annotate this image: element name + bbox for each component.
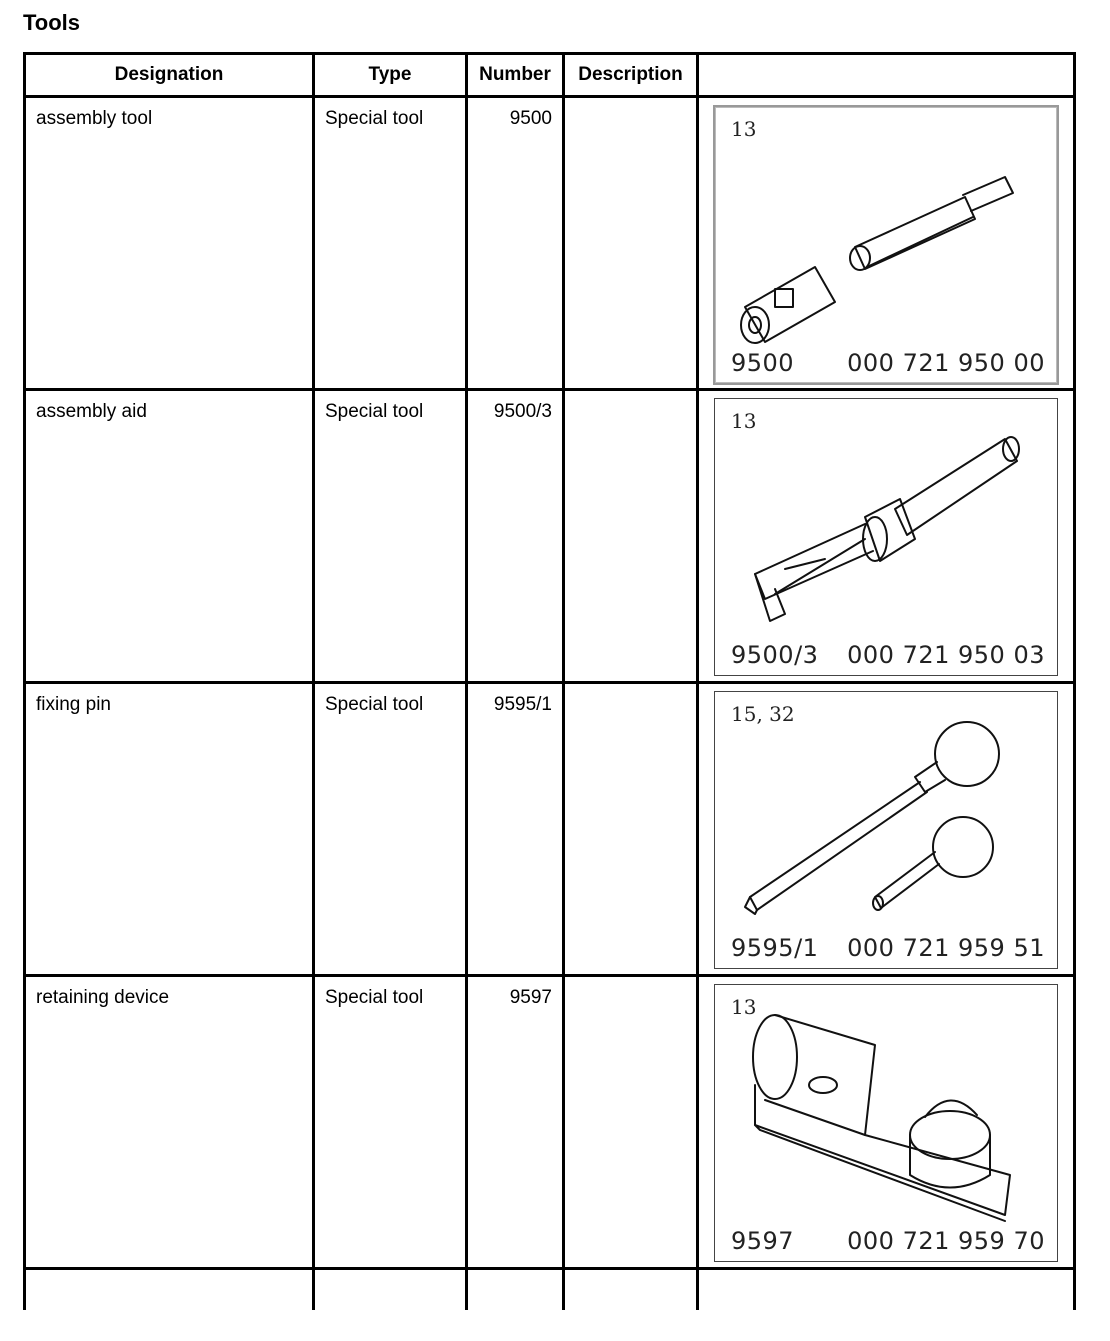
page-title: Tools <box>23 10 81 35</box>
header-designation: Designation <box>25 54 314 97</box>
retaining-device-illustration <box>715 985 1057 1261</box>
description-cell <box>564 97 698 390</box>
designation-cell <box>25 390 314 683</box>
figure-tool-number: 9500/3 <box>731 641 819 669</box>
designation-cell <box>25 976 314 1269</box>
designation-text: retaining device <box>36 987 170 1008</box>
table-row-partial <box>25 1269 1075 1311</box>
header-description: Description <box>564 54 698 97</box>
figure-tool-number: 9500 <box>731 349 795 377</box>
figure-part-number: 000 721 950 00 <box>847 349 1045 377</box>
tools-table <box>23 52 1076 1310</box>
image-cell <box>698 390 1075 683</box>
type-cell <box>314 97 467 390</box>
tool-figure <box>714 691 1058 969</box>
assembly-tool-illustration <box>715 107 1057 383</box>
empty-cell <box>698 1269 1075 1311</box>
image-cell <box>698 976 1075 1269</box>
tool-figure <box>714 984 1058 1262</box>
number-cell <box>467 976 564 1269</box>
description-cell <box>564 683 698 976</box>
table-row <box>25 976 1075 1269</box>
designation-text: assembly aid <box>36 401 147 422</box>
empty-cell <box>314 1269 467 1311</box>
tool-figure <box>713 105 1059 385</box>
designation-cell <box>25 97 314 390</box>
figure-reference: 15, 32 <box>731 702 795 726</box>
figure-part-number: 000 721 959 70 <box>847 1227 1045 1255</box>
description-text <box>565 684 696 695</box>
empty-cell <box>564 1269 698 1311</box>
empty-cell <box>25 1269 314 1311</box>
figure-reference: 13 <box>731 117 757 141</box>
table-row <box>25 683 1075 976</box>
assembly-aid-illustration <box>715 399 1057 675</box>
header-number: Number <box>467 54 564 97</box>
figure-tool-number: 9595/1 <box>731 934 819 962</box>
fixing-pin-illustration <box>715 692 1057 968</box>
designation-cell <box>25 683 314 976</box>
number-text: 9595/1 <box>493 694 552 715</box>
figure-tool-number: 9597 <box>731 1227 795 1255</box>
number-cell <box>467 97 564 390</box>
number-cell <box>467 683 564 976</box>
type-cell <box>314 390 467 683</box>
table-row <box>25 97 1075 390</box>
type-text: Special tool <box>325 108 424 129</box>
number-text: 9500 <box>509 108 552 129</box>
designation-text: fixing pin <box>36 694 111 715</box>
description-text <box>565 98 696 109</box>
type-text: Special tool <box>325 987 424 1008</box>
empty-cell <box>467 1269 564 1311</box>
figure-part-number: 000 721 950 03 <box>847 641 1045 669</box>
header-image <box>698 54 1075 97</box>
header-type: Type <box>314 54 467 97</box>
description-text <box>565 977 696 988</box>
figure-reference: 13 <box>731 995 757 1019</box>
description-text <box>565 391 696 402</box>
type-text: Special tool <box>325 401 424 422</box>
number-cell <box>467 390 564 683</box>
designation-text: assembly tool <box>36 108 153 129</box>
figure-reference: 13 <box>731 409 757 433</box>
figure-part-number: 000 721 959 51 <box>847 934 1045 962</box>
image-cell <box>698 97 1075 390</box>
description-cell <box>564 390 698 683</box>
type-cell <box>314 683 467 976</box>
header-row <box>25 54 1075 97</box>
table-row <box>25 390 1075 683</box>
number-text: 9597 <box>509 987 552 1008</box>
image-cell <box>698 683 1075 976</box>
type-cell <box>314 976 467 1269</box>
description-cell <box>564 976 698 1269</box>
number-text: 9500/3 <box>493 401 552 422</box>
type-text: Special tool <box>325 694 424 715</box>
tool-figure <box>714 398 1058 676</box>
